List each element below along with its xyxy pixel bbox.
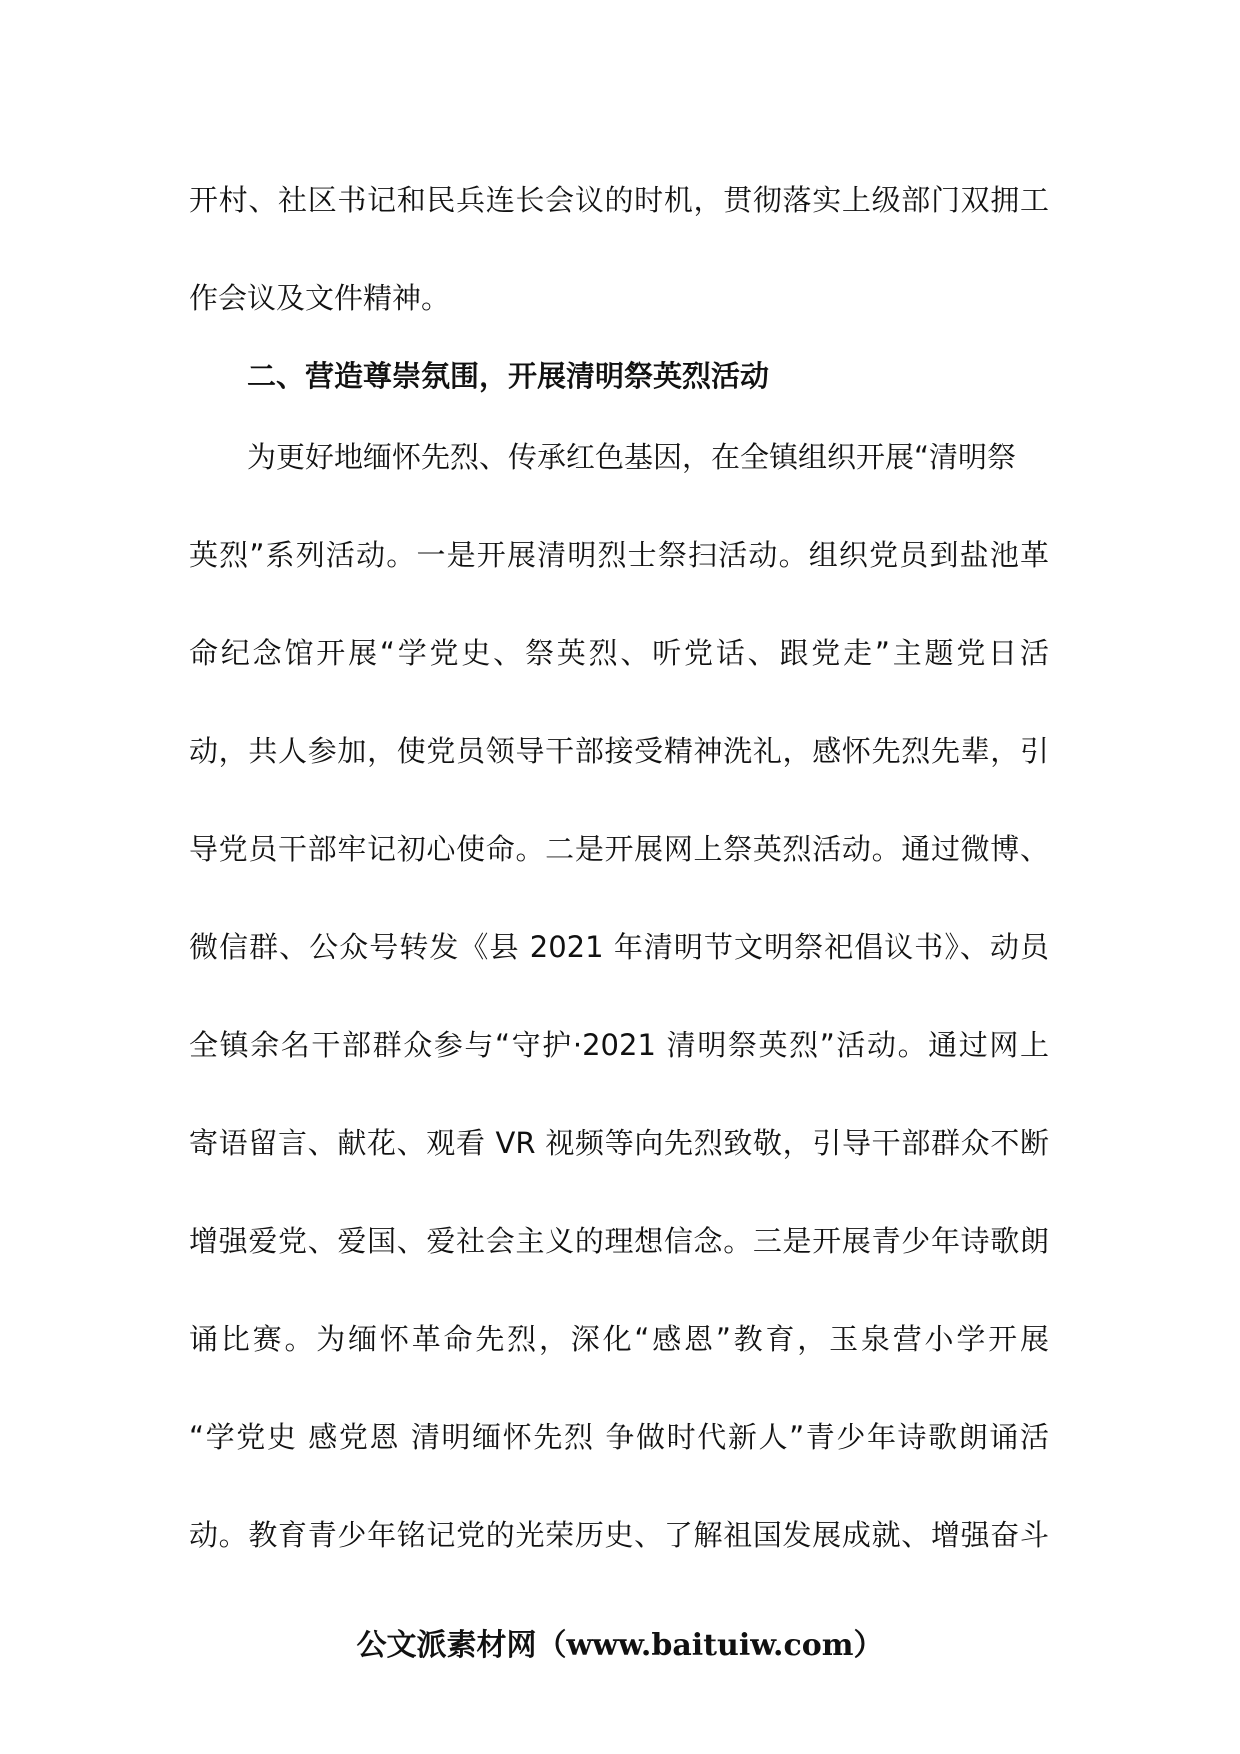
body-text-line: 动。教育青少年铭记党的光荣历史、了解祖国发展成就、增强奋斗 (189, 1518, 1049, 1552)
body-text-line: 全镇余名干部群众参与“守护·2021 清明祭英烈”活动。通过网上 (189, 1028, 1049, 1062)
body-text-line: 诵比赛。为缅怀革命先烈，深化“感恩”教育，玉泉营小学开展 (189, 1322, 1049, 1356)
footer-watermark-text: 公文派素材网（www.baituiw.com） (356, 1628, 884, 1663)
body-text-line: 开村、社区书记和民兵连长会议的时机，贯彻落实上级部门双拥工 (189, 183, 1049, 217)
body-text-line: 为更好地缅怀先烈、传承红色基因，在全镇组织开展“清明祭 (247, 440, 1017, 474)
body-text-line: 英烈”系列活动。一是开展清明烈士祭扫活动。组织党员到盐池革 (189, 538, 1049, 572)
body-text-line: “学党史 感党恩 清明缅怀先烈 争做时代新人”青少年诗歌朗诵活 (189, 1420, 1049, 1454)
body-text-line: 作会议及文件精神。 (189, 281, 451, 315)
body-text-line: 寄语留言、献花、观看 VR 视频等向先烈致敬，引导干部群众不断 (189, 1126, 1049, 1160)
body-text-line: 增强爱党、爱国、爱社会主义的理想信念。三是开展青少年诗歌朗 (189, 1224, 1049, 1258)
body-text-line: 导党员干部牢记初心使命。二是开展网上祭英烈活动。通过微博、 (189, 832, 1049, 866)
body-text-line: 命纪念馆开展“学党史、祭英烈、听党话、跟党走”主题党日活 (189, 636, 1049, 670)
body-text-line: 微信群、公众号转发《县 2021 年清明节文明祭祀倡议书》、动员 (189, 930, 1049, 964)
section-heading: 二、营造尊崇氛围，开展清明祭英烈活动 (247, 359, 770, 393)
body-text-line: 动，共人参加，使党员领导干部接受精神洗礼，感怀先烈先辈，引 (189, 734, 1049, 768)
